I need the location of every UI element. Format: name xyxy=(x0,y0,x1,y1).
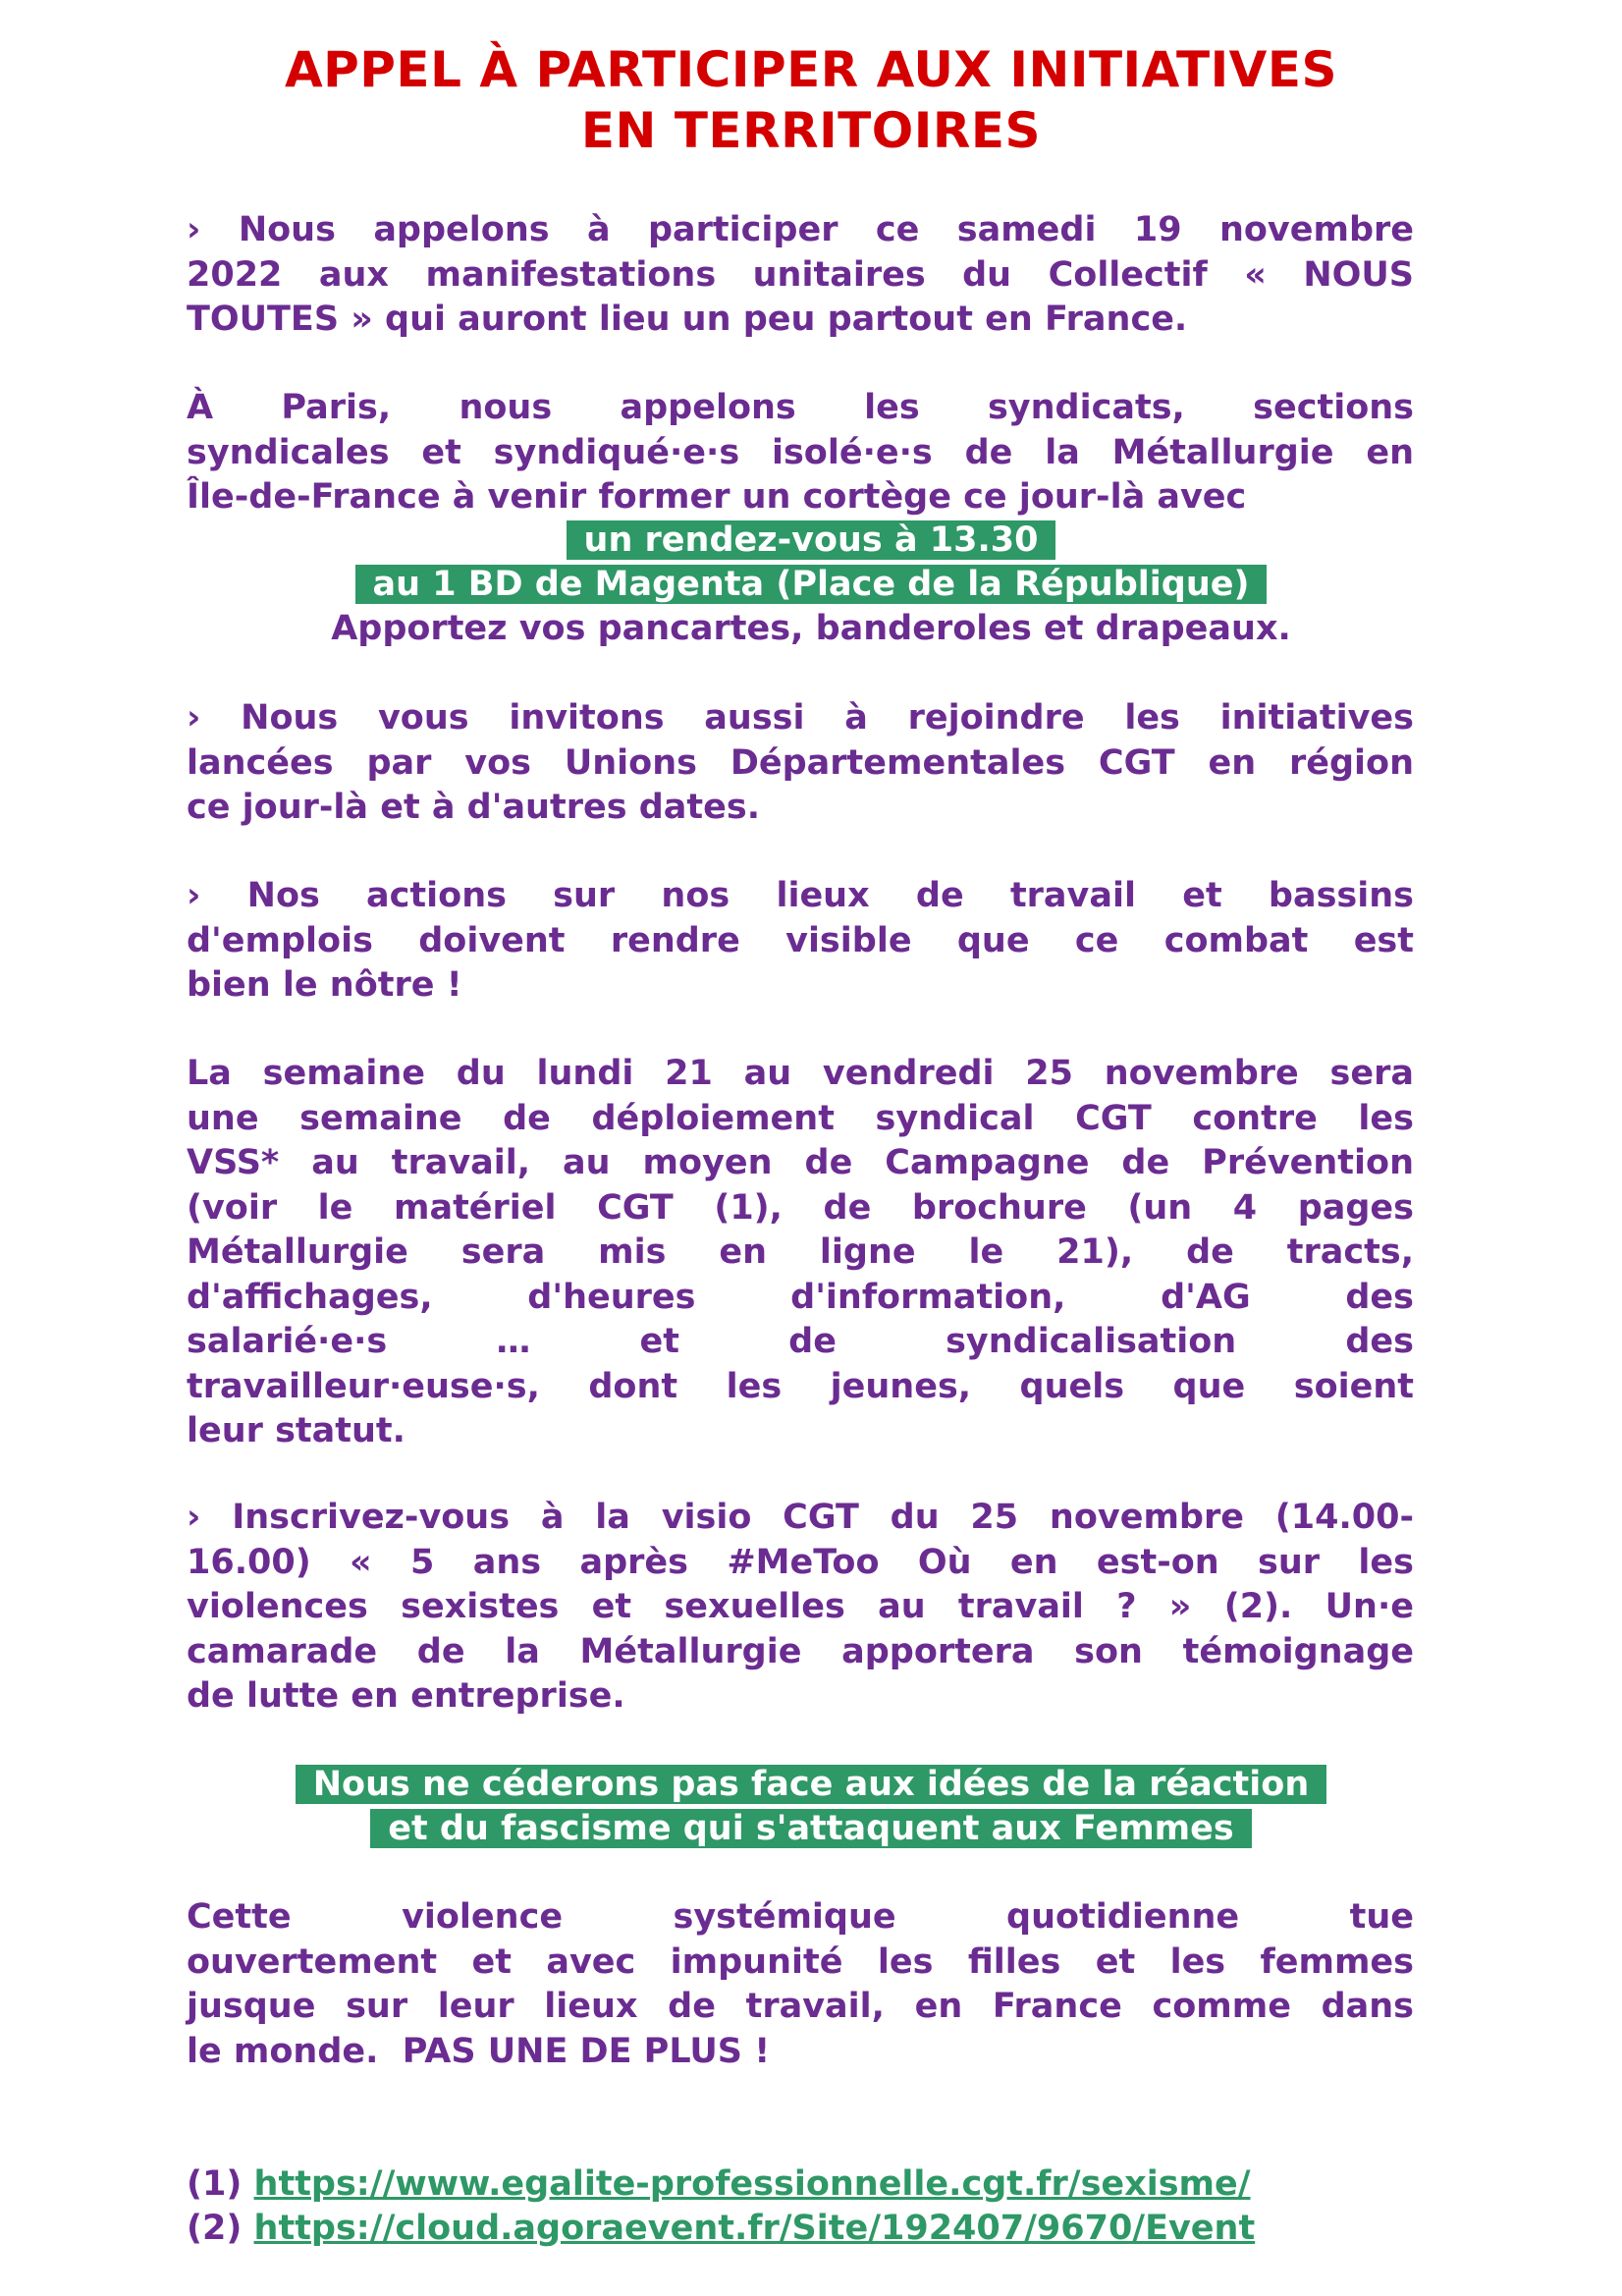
text-line: salarié·e·s … et de syndicalisation des xyxy=(187,1322,1414,1361)
title-line-2: EN TERRITOIRES xyxy=(580,102,1042,159)
reference-label: (1) xyxy=(187,2164,243,2204)
text-line: › Nous appelons à participer ce samedi 19 novembre xyxy=(187,210,1414,249)
reference-2 xyxy=(187,2207,1255,2252)
text-line: TOUTES » qui auront lieu un peu partout en France. xyxy=(187,300,1188,339)
banner-line-2 xyxy=(0,1807,1622,1852)
text-line: d'emplois doivent rendre visible que ce combat est xyxy=(187,920,1414,960)
text-line: La semaine du lundi 21 au vendredi 25 novembre sera xyxy=(187,1054,1414,1093)
paragraph-paris xyxy=(187,386,1414,520)
reference-link-agoraevent[interactable]: https://cloud.agoraevent.fr/Site/192407/9670/Event xyxy=(253,2209,1256,2248)
reference-1 xyxy=(187,2162,1251,2208)
text-line: lancées par vos Unions Départementales CGT en région xyxy=(187,742,1414,783)
paragraph-visio xyxy=(187,1496,1414,1720)
text-line: 2022 aux manifestations unitaires du Collectif « NOUS xyxy=(187,254,1414,295)
text-line: ce jour-là et à d'autres dates. xyxy=(187,788,760,827)
text-line: Île-de-France à venir former un cortège ce jour-là avec xyxy=(187,477,1247,517)
text-line: jusque sur leur lieux de travail, en France comme dans xyxy=(187,1987,1414,2026)
text-line: ouvertement et avec impunité les filles et les femmes xyxy=(187,1941,1414,1982)
text-line: Cette violence systémique quotidienne tue xyxy=(187,1897,1414,1937)
text-line: bien le nôtre ! xyxy=(187,965,462,1005)
paragraph-actions xyxy=(187,874,1414,1009)
paragraph-manifestations xyxy=(187,208,1414,343)
text-line: d'affichages, d'heures d'information, d'AG des xyxy=(187,1277,1414,1317)
text-line: une semaine de déploiement syndical CGT contre les xyxy=(187,1098,1414,1138)
bring-banners-line: Apportez vos pancartes, banderoles et drapeaux. xyxy=(331,609,1291,648)
text-line: › Nous vous invitons aussi à rejoindre les initiatives xyxy=(187,698,1414,738)
text-line: de lutte en entreprise. xyxy=(187,1676,625,1716)
text-line: › Nos actions sur nos lieux de travail et bassins xyxy=(187,876,1414,915)
rendezvous-place-line xyxy=(0,563,1622,608)
text-line: › Inscrivez-vous à la visio CGT du 25 novembre (14.00- xyxy=(187,1498,1414,1537)
text-line: syndicales et syndiqué·e·s isolé·e·s de la Métallurgie en xyxy=(187,432,1414,472)
banner-line-1 xyxy=(0,1763,1622,1808)
text-line: leur statut. xyxy=(187,1411,406,1450)
text-line: le monde. PAS UNE DE PLUS ! xyxy=(187,2031,771,2071)
text-line: violences sexistes et sexuelles au travail ? » (2). Un·e xyxy=(187,1587,1414,1626)
text-line: VSS* au travail, au moyen de Campagne de Prévention xyxy=(187,1143,1414,1182)
banner-highlight-1: Nous ne céderons pas face aux idées de la réaction xyxy=(296,1765,1327,1804)
banner-highlight-2: et du fascisme qui s'attaquent aux Femmes xyxy=(370,1809,1251,1848)
reference-link-sexisme[interactable]: https://www.egalite-professionnelle.cgt.fr/sexisme/ xyxy=(253,2164,1251,2204)
rendezvous-place-highlight: au 1 BD de Magenta (Place de la République) xyxy=(355,565,1268,604)
text-line: travailleur·euse·s, dont les jeunes, quels que soient xyxy=(187,1366,1414,1406)
paragraph-unions xyxy=(187,696,1414,831)
text-line: À Paris, nous appelons les syndicats, sections xyxy=(187,388,1414,427)
reference-label: (2) xyxy=(187,2209,243,2248)
paragraph-violence xyxy=(187,1895,1414,2074)
title-line-1: APPEL À PARTICIPER AUX INITIATIVES xyxy=(284,41,1338,98)
text-line: (voir le matériel CGT (1), de brochure (un 4 pages xyxy=(187,1187,1414,1228)
page-title xyxy=(0,39,1622,161)
text-line: 16.00) « 5 ans après #MeToo Où en est-on sur les xyxy=(187,1542,1414,1582)
paragraph-semaine xyxy=(187,1052,1414,1454)
text-line: Métallurgie sera mis en ligne le 21), de tracts, xyxy=(187,1232,1414,1272)
text-line: camarade de la Métallurgie apportera son témoignage xyxy=(187,1631,1414,1671)
rendezvous-time-highlight: un rendez-vous à 13.30 xyxy=(567,520,1056,560)
rendezvous-time-line xyxy=(0,519,1622,564)
